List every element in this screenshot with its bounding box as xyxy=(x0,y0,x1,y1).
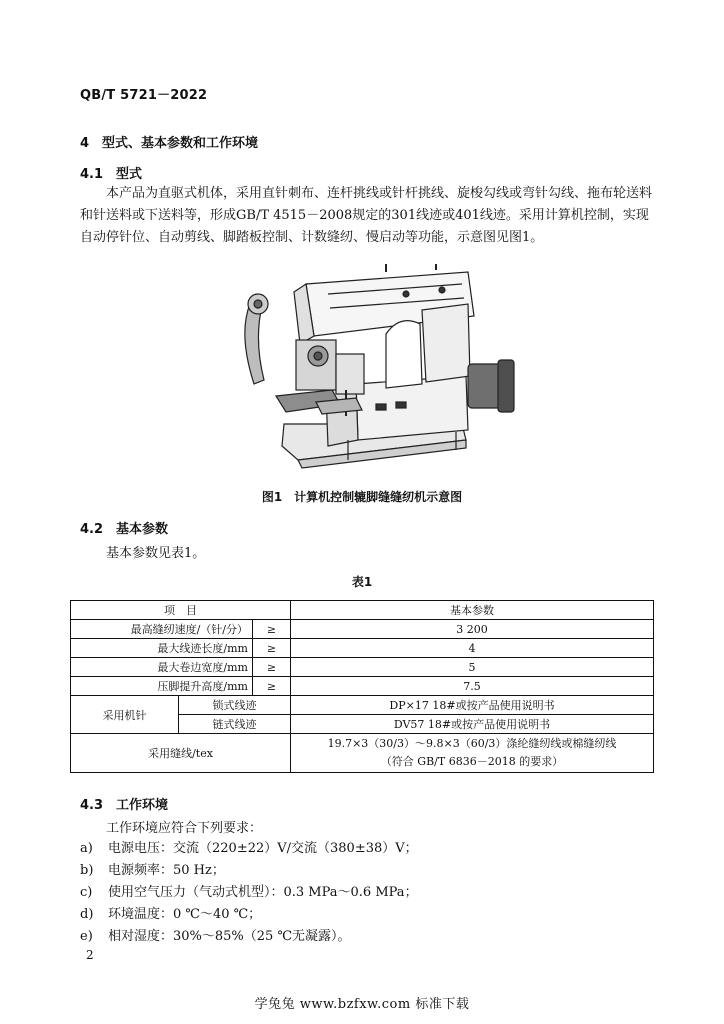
table-header-row xyxy=(71,601,654,620)
chain-stitch-item: 链式线迹 xyxy=(179,715,291,734)
page-number: 2 xyxy=(86,948,94,962)
thread-value-line-1: 19.7×3（30/3）～9.8×3（60/3）涤纶缝纫线或棉缝纫线 xyxy=(327,737,617,750)
environment-list xyxy=(80,838,418,948)
figure-1-caption: 图1 计算机控制辘脚缝缝纫机示意图 xyxy=(261,490,463,504)
row-symbol: ≥ xyxy=(253,639,291,658)
table-row xyxy=(71,696,654,715)
row-value: 7.5 xyxy=(291,677,654,696)
row-value: 5 xyxy=(291,658,654,677)
section-4-3-paragraph: 工作环境应符合下列要求： xyxy=(106,821,263,836)
table-row xyxy=(71,639,654,658)
list-item-label: d) xyxy=(80,907,94,922)
needle-label: 采用机针 xyxy=(71,696,179,734)
thread-label: 采用缝线/tex xyxy=(71,734,291,773)
table-row xyxy=(71,677,654,696)
section-4-heading: 4 型式、基本参数和工作环境 xyxy=(80,136,259,151)
row-symbol: ≥ xyxy=(253,658,291,677)
list-item-label: b) xyxy=(80,863,94,878)
row-value: 4 xyxy=(291,639,654,658)
table-row xyxy=(71,620,654,639)
list-item xyxy=(80,882,418,904)
row-value: 3 200 xyxy=(291,620,654,639)
section-4-3-heading: 4.3 工作环境 xyxy=(80,798,169,813)
row-symbol: ≥ xyxy=(253,677,291,696)
row-item: 最大卷边宽度/mm xyxy=(71,658,253,677)
standard-number-header: QB/T 5721－2022 xyxy=(80,88,208,103)
thread-value xyxy=(291,734,654,773)
list-item xyxy=(80,838,418,860)
basic-parameters-table xyxy=(70,600,654,773)
header-value: 基本参数 xyxy=(291,601,654,620)
list-item xyxy=(80,860,418,882)
list-item-text: 电源频率：50 Hz； xyxy=(108,863,225,878)
section-4-2-heading: 4.2 基本参数 xyxy=(80,522,169,537)
list-item-label: a) xyxy=(80,841,93,856)
table-row xyxy=(71,734,654,773)
sewing-machine-figure xyxy=(236,264,528,476)
chain-stitch-value: DV57 18#或按产品使用说明书 xyxy=(291,715,654,734)
list-item-text: 使用空气压力（气动式机型）：0.3 MPa～0.6 MPa； xyxy=(108,885,418,900)
row-item: 最大线迹长度/mm xyxy=(71,639,253,658)
header-item: 项 目 xyxy=(71,601,291,620)
table-row xyxy=(71,658,654,677)
list-item-label: e) xyxy=(80,929,93,944)
list-item xyxy=(80,904,418,926)
table-1-caption: 表1 xyxy=(351,575,373,589)
list-item-text: 环境温度：0 ℃～40 ℃； xyxy=(108,907,262,922)
list-item-text: 相对湿度：30%～85%（25 ℃无凝露）。 xyxy=(108,929,351,944)
thread-value-line-2: （符合 GB/T 6836－2018 的要求） xyxy=(380,755,564,768)
download-footer: 学兔兔 www.bzfxw.com 标准下载 xyxy=(254,997,470,1012)
row-symbol: ≥ xyxy=(253,620,291,639)
section-4-1-heading: 4.1 型式 xyxy=(80,167,143,182)
section-4-2-paragraph: 基本参数见表1。 xyxy=(106,546,206,561)
list-item-text: 电源电压：交流（220±22）V/交流（380±38）V； xyxy=(108,841,418,856)
list-item-label: c) xyxy=(80,885,93,900)
sewing-machine-illustration xyxy=(236,264,528,476)
list-item xyxy=(80,926,418,948)
row-item: 压脚提升高度/mm xyxy=(71,677,253,696)
row-item: 最高缝纫速度/（针/分） xyxy=(71,620,253,639)
section-4-1-paragraph: 本产品为直驱式机体，采用直针刺布、连杆挑线或针杆挑线、旋梭勾线或弯针勾线、拖布轮送料和针送料或下送料等，形成GB/T 4515－2008规定的301线迹或401线迹。采用计算机控制，实现自动停针位、自动剪线、脚踏板控制、计数缝纫、慢启动等功能，示意图见图1。 xyxy=(80,186,653,245)
lock-stitch-value: DP×17 18#或按产品使用说明书 xyxy=(291,696,654,715)
lock-stitch-item: 锁式线迹 xyxy=(179,696,291,715)
